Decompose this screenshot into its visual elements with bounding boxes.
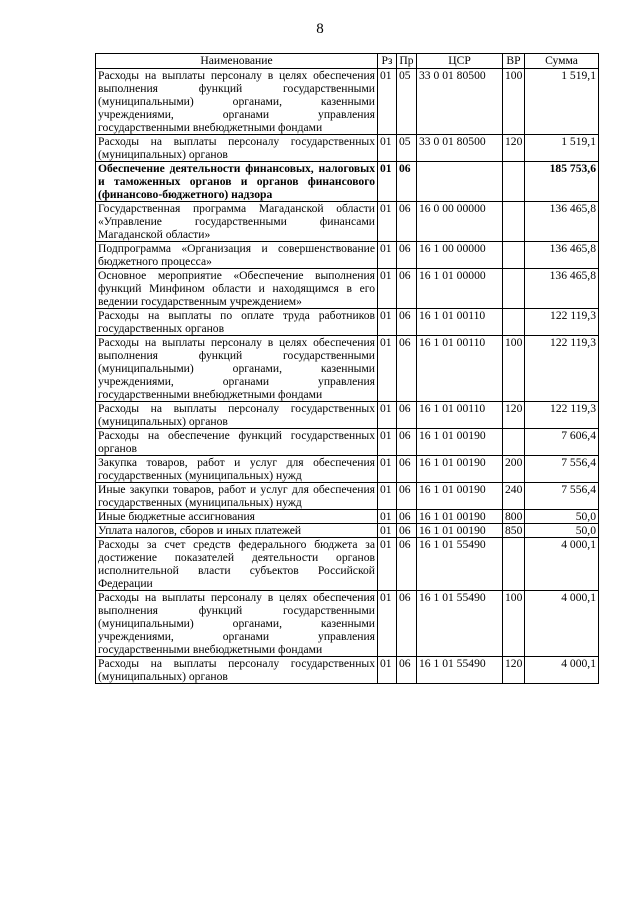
cell-name: Расходы на выплаты персоналу государственных (муниципальных) органов: [96, 657, 378, 684]
cell-vr: [503, 309, 525, 336]
cell-name: Основное мероприятие «Обеспечение выполнения функций Минфином области и находящимся в его ведении государственным учреждением»: [96, 269, 378, 309]
header-pr: Пр: [397, 54, 417, 69]
cell-csr: 33 0 01 80500: [417, 135, 503, 162]
table-row: [96, 162, 599, 202]
cell-csr: [417, 162, 503, 202]
cell-rz: 01: [378, 135, 397, 162]
table-header-row: [96, 54, 599, 69]
cell-pr: 06: [397, 162, 417, 202]
cell-name: Иные закупки товаров, работ и услуг для обеспечения государственных (муниципальных) нужд: [96, 483, 378, 510]
cell-sum: 4 000,1: [525, 538, 599, 591]
cell-vr: 100: [503, 336, 525, 402]
header-name: Наименование: [96, 54, 378, 69]
table-row: [96, 242, 599, 269]
cell-name: Расходы на выплаты персоналу в целях обеспечения выполнения функций государственными (муниципальными) органами, казенными учреждениями, органами управления государственными внебюджетными фондами: [96, 336, 378, 402]
cell-vr: 120: [503, 402, 525, 429]
cell-pr: 06: [397, 456, 417, 483]
cell-sum: 136 465,8: [525, 202, 599, 242]
budget-table: [95, 53, 599, 684]
cell-rz: 01: [378, 336, 397, 402]
table-row: [96, 69, 599, 135]
cell-pr: 06: [397, 269, 417, 309]
table-row: [96, 538, 599, 591]
cell-sum: 50,0: [525, 524, 599, 538]
table-row: [96, 202, 599, 242]
cell-name: Расходы за счет средств федерального бюджета за достижение показателей деятельности органов исполнительной власти субъектов Российской Федерации: [96, 538, 378, 591]
table-row: [96, 657, 599, 684]
cell-csr: 16 1 01 00190: [417, 524, 503, 538]
cell-sum: 7 556,4: [525, 483, 599, 510]
cell-rz: 01: [378, 429, 397, 456]
cell-csr: 16 1 01 00110: [417, 309, 503, 336]
cell-vr: 120: [503, 135, 525, 162]
cell-name: Расходы на выплаты персоналу государственных (муниципальных) органов: [96, 402, 378, 429]
cell-sum: 7 556,4: [525, 456, 599, 483]
cell-sum: 1 519,1: [525, 69, 599, 135]
cell-vr: [503, 202, 525, 242]
cell-pr: 06: [397, 657, 417, 684]
table-row: [96, 402, 599, 429]
cell-rz: 01: [378, 538, 397, 591]
cell-pr: 06: [397, 510, 417, 524]
cell-name: Расходы на выплаты персоналу в целях обеспечения выполнения функций государственными (муниципальными) органами, казенными учреждениями, органами управления государственными внебюджетными фондами: [96, 591, 378, 657]
cell-csr: 16 1 01 00190: [417, 456, 503, 483]
header-vr: ВР: [503, 54, 525, 69]
cell-rz: 01: [378, 483, 397, 510]
cell-csr: 16 1 00 00000: [417, 242, 503, 269]
cell-pr: 06: [397, 483, 417, 510]
cell-vr: 200: [503, 456, 525, 483]
cell-pr: 05: [397, 135, 417, 162]
table-row: [96, 483, 599, 510]
table-row: [96, 269, 599, 309]
cell-csr: 16 1 01 00110: [417, 336, 503, 402]
cell-pr: 06: [397, 242, 417, 269]
cell-name: Подпрограмма «Организация и совершенствование бюджетного процесса»: [96, 242, 378, 269]
cell-csr: 16 1 01 00190: [417, 510, 503, 524]
cell-name: Расходы на выплаты персоналу в целях обеспечения выполнения функций государственными (муниципальными) органами, казенными учреждениями, органами управления государственными внебюджетными фондами: [96, 69, 378, 135]
cell-name: Расходы на выплаты персоналу государственных (муниципальных) органов: [96, 135, 378, 162]
cell-rz: 01: [378, 309, 397, 336]
cell-rz: 01: [378, 269, 397, 309]
cell-name: Государственная программа Магаданской области «Управление государственными финансами Магаданской области»: [96, 202, 378, 242]
cell-vr: [503, 429, 525, 456]
cell-csr: 33 0 01 80500: [417, 69, 503, 135]
cell-rz: 01: [378, 202, 397, 242]
cell-name: Расходы на обеспечение функций государственных органов: [96, 429, 378, 456]
cell-rz: 01: [378, 657, 397, 684]
cell-sum: 4 000,1: [525, 591, 599, 657]
cell-pr: 06: [397, 402, 417, 429]
cell-sum: 185 753,6: [525, 162, 599, 202]
table-row: [96, 135, 599, 162]
cell-vr: [503, 242, 525, 269]
cell-pr: 06: [397, 309, 417, 336]
table-row: [96, 524, 599, 538]
cell-vr: 100: [503, 69, 525, 135]
cell-csr: 16 1 01 00190: [417, 429, 503, 456]
cell-rz: 01: [378, 69, 397, 135]
cell-sum: 50,0: [525, 510, 599, 524]
cell-vr: [503, 538, 525, 591]
page-number: 8: [316, 21, 324, 37]
cell-vr: 240: [503, 483, 525, 510]
cell-csr: 16 1 01 00110: [417, 402, 503, 429]
cell-rz: 01: [378, 242, 397, 269]
cell-rz: 01: [378, 591, 397, 657]
cell-rz: 01: [378, 524, 397, 538]
table-row: [96, 591, 599, 657]
cell-name: Уплата налогов, сборов и иных платежей: [96, 524, 378, 538]
cell-pr: 06: [397, 538, 417, 591]
cell-pr: 05: [397, 69, 417, 135]
cell-pr: 06: [397, 524, 417, 538]
cell-vr: 850: [503, 524, 525, 538]
cell-vr: 800: [503, 510, 525, 524]
cell-name: Расходы на выплаты по оплате труда работников государственных органов: [96, 309, 378, 336]
cell-sum: 136 465,8: [525, 242, 599, 269]
header-rz: Рз: [378, 54, 397, 69]
cell-csr: 16 1 01 55490: [417, 591, 503, 657]
cell-name: Обеспечение деятельности финансовых, налоговых и таможенных органов и органов финансового (финансово-бюджетного) надзора: [96, 162, 378, 202]
cell-rz: 01: [378, 402, 397, 429]
cell-csr: 16 1 01 55490: [417, 538, 503, 591]
cell-csr: 16 0 00 00000: [417, 202, 503, 242]
cell-sum: 1 519,1: [525, 135, 599, 162]
cell-rz: 01: [378, 510, 397, 524]
header-sum: Сумма: [525, 54, 599, 69]
table-body: [96, 69, 599, 684]
table-row: [96, 510, 599, 524]
cell-pr: 06: [397, 336, 417, 402]
cell-rz: 01: [378, 456, 397, 483]
cell-sum: 4 000,1: [525, 657, 599, 684]
cell-pr: 06: [397, 202, 417, 242]
cell-name: Иные бюджетные ассигнования: [96, 510, 378, 524]
cell-vr: 120: [503, 657, 525, 684]
cell-vr: [503, 162, 525, 202]
cell-pr: 06: [397, 591, 417, 657]
cell-rz: 01: [378, 162, 397, 202]
cell-vr: 100: [503, 591, 525, 657]
cell-csr: 16 1 01 00000: [417, 269, 503, 309]
cell-csr: 16 1 01 00190: [417, 483, 503, 510]
cell-sum: 122 119,3: [525, 336, 599, 402]
cell-sum: 122 119,3: [525, 309, 599, 336]
table-row: [96, 456, 599, 483]
table-row: [96, 429, 599, 456]
cell-csr: 16 1 01 55490: [417, 657, 503, 684]
cell-sum: 122 119,3: [525, 402, 599, 429]
header-csr: ЦСР: [417, 54, 503, 69]
cell-sum: 7 606,4: [525, 429, 599, 456]
cell-sum: 136 465,8: [525, 269, 599, 309]
cell-name: Закупка товаров, работ и услуг для обеспечения государственных (муниципальных) нужд: [96, 456, 378, 483]
cell-vr: [503, 269, 525, 309]
table-row: [96, 309, 599, 336]
cell-pr: 06: [397, 429, 417, 456]
table-row: [96, 336, 599, 402]
